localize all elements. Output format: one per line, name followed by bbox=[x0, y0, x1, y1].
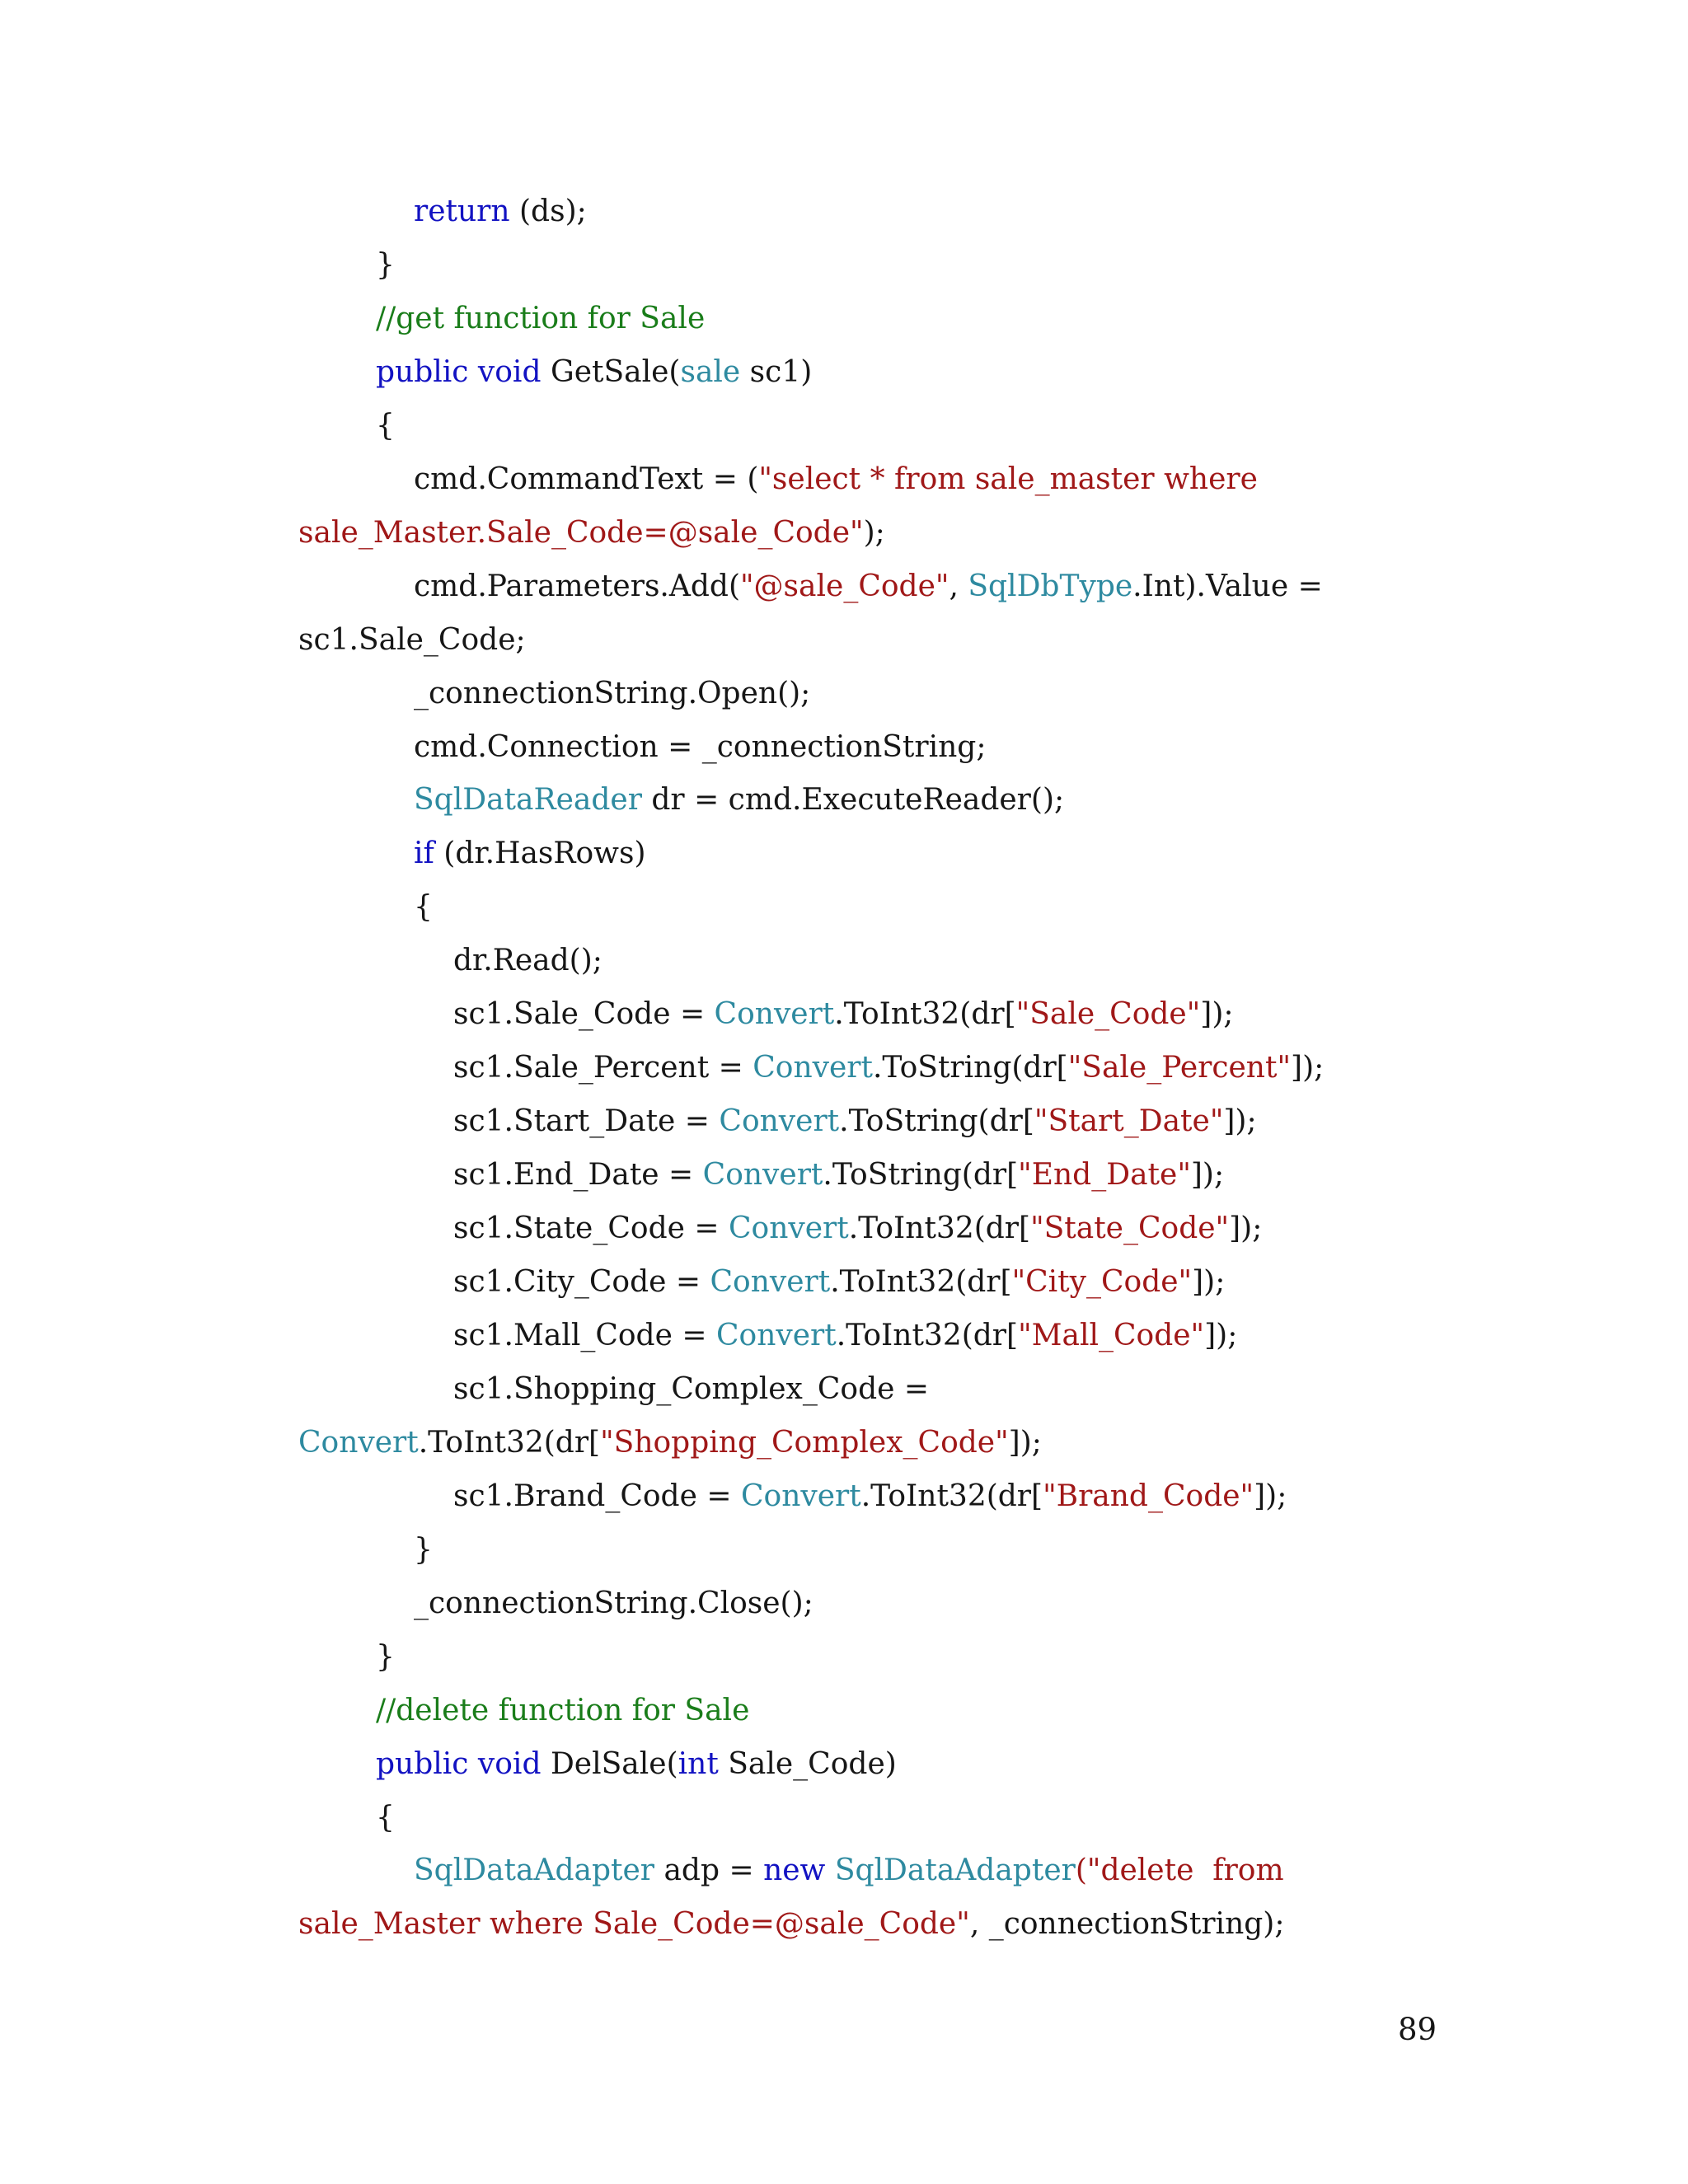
code-token: ]); bbox=[1291, 1051, 1325, 1085]
code-token: sc1.Brand_Code = bbox=[453, 1479, 741, 1513]
code-token: Convert bbox=[710, 1265, 831, 1299]
code-line bbox=[453, 1262, 1225, 1303]
code-token: .ToInt32(dr[ bbox=[860, 1479, 1043, 1513]
code-token: sale_Master where Sale_Code=@sale_Code" bbox=[298, 1907, 970, 1941]
code-line bbox=[298, 620, 526, 661]
code-line bbox=[376, 298, 705, 340]
code-token: Convert bbox=[298, 1426, 419, 1460]
code-line bbox=[376, 352, 812, 393]
code-line bbox=[414, 780, 1064, 821]
code-token bbox=[468, 355, 477, 389]
code-token: Convert bbox=[753, 1051, 873, 1085]
code-token: "Mall_Code" bbox=[1018, 1319, 1205, 1352]
code-token: } bbox=[376, 1640, 395, 1674]
code-token: Convert bbox=[702, 1158, 823, 1192]
code-token: DelSale( bbox=[541, 1747, 678, 1781]
code-line bbox=[414, 1530, 433, 1571]
code-line bbox=[453, 1208, 1262, 1249]
code-token: "Brand_Code" bbox=[1043, 1479, 1254, 1513]
code-token: int bbox=[678, 1747, 719, 1781]
code-token: sc1.City_Code = bbox=[453, 1265, 710, 1299]
code-token: return bbox=[414, 194, 510, 228]
code-token: if bbox=[414, 837, 434, 870]
code-token: "@sale_Code" bbox=[740, 569, 950, 603]
code-token: "Sale_Percent" bbox=[1067, 1051, 1292, 1085]
code-token: "Start_Date" bbox=[1034, 1104, 1224, 1138]
code-token: "Sale_Code" bbox=[1015, 997, 1201, 1031]
code-token: Sale_Code) bbox=[718, 1747, 897, 1781]
code-token: sc1.End_Date = bbox=[453, 1158, 703, 1192]
code-line bbox=[414, 566, 1323, 607]
code-token: SqlDataAdapter bbox=[834, 1854, 1076, 1887]
code-line bbox=[298, 1422, 1042, 1464]
code-line bbox=[376, 405, 395, 447]
code-token: //delete function for Sale bbox=[376, 1694, 750, 1727]
code-token: SqlDataAdapter bbox=[414, 1854, 655, 1887]
code-token: { bbox=[414, 890, 433, 924]
code-line bbox=[414, 1583, 814, 1624]
code-token: ]); bbox=[1204, 1319, 1238, 1352]
code-token: SqlDbType bbox=[968, 569, 1133, 603]
code-token: .ToInt32(dr[ bbox=[848, 1212, 1031, 1245]
code-token: .ToInt32(dr[ bbox=[830, 1265, 1012, 1299]
code-line bbox=[376, 1637, 395, 1678]
code-token: } bbox=[414, 1533, 433, 1567]
code-token: ]); bbox=[1190, 1158, 1225, 1192]
code-token: void bbox=[477, 1747, 542, 1781]
code-line bbox=[376, 1744, 897, 1785]
code-token: cmd.CommandText = ( bbox=[414, 462, 759, 496]
code-token: ]); bbox=[1229, 1212, 1263, 1245]
code-token: } bbox=[376, 248, 395, 282]
code-token: sc1) bbox=[740, 355, 813, 389]
code-line bbox=[298, 513, 885, 554]
code-token: dr = cmd.ExecuteReader(); bbox=[641, 783, 1065, 817]
code-line bbox=[453, 940, 603, 982]
code-token: _connectionString.Close(); bbox=[414, 1586, 814, 1620]
code-token: sc1.Start_Date = bbox=[453, 1104, 720, 1138]
code-token: sc1.Sale_Code = bbox=[453, 997, 715, 1031]
code-line bbox=[453, 1369, 929, 1410]
code-line bbox=[414, 887, 433, 928]
code-token: public bbox=[376, 355, 469, 389]
code-token: ("delete from bbox=[1075, 1854, 1284, 1887]
code-token: "City_Code" bbox=[1011, 1265, 1193, 1299]
code-line bbox=[453, 1476, 1287, 1517]
code-token: cmd.Connection = _connectionString; bbox=[414, 730, 987, 764]
code-token: dr.Read(); bbox=[453, 944, 603, 977]
code-line bbox=[414, 191, 587, 232]
code-token: sc1.State_Code = bbox=[453, 1212, 729, 1245]
code-token: ); bbox=[863, 516, 885, 550]
code-token: Convert bbox=[740, 1479, 861, 1513]
code-token: .ToString(dr[ bbox=[872, 1051, 1068, 1085]
code-token: Convert bbox=[719, 1104, 840, 1138]
code-token: "select * from sale_master where bbox=[758, 462, 1258, 496]
code-line bbox=[453, 994, 1234, 1035]
code-token: , _connectionString); bbox=[969, 1907, 1285, 1941]
code-token: Convert bbox=[715, 1319, 837, 1352]
code-token: (dr.HasRows) bbox=[434, 837, 646, 870]
page-number: 89 bbox=[1398, 2012, 1437, 2047]
code-token: Convert bbox=[714, 997, 835, 1031]
code-token: sale_Master.Sale_Code=@sale_Code" bbox=[298, 516, 864, 550]
code-line bbox=[414, 833, 646, 874]
code-token: "End_Date" bbox=[1018, 1158, 1191, 1192]
code-line bbox=[376, 1690, 749, 1732]
code-line bbox=[453, 1155, 1224, 1196]
code-token: sc1.Mall_Code = bbox=[453, 1319, 716, 1352]
code-token: .ToInt32(dr[ bbox=[418, 1426, 601, 1460]
code-token: void bbox=[477, 355, 542, 389]
code-token: { bbox=[376, 409, 395, 443]
code-token bbox=[468, 1747, 477, 1781]
code-token: new bbox=[763, 1854, 826, 1887]
code-token: , bbox=[949, 569, 968, 603]
code-token: sc1.Sale_Code; bbox=[298, 623, 526, 657]
code-line bbox=[376, 1797, 395, 1839]
code-token: ]); bbox=[1223, 1104, 1257, 1138]
code-token: //get function for Sale bbox=[376, 302, 706, 335]
code-token: ]); bbox=[1254, 1479, 1287, 1513]
code-token: ]); bbox=[1192, 1265, 1226, 1299]
code-token: .ToString(dr[ bbox=[839, 1104, 1034, 1138]
code-token: "Shopping_Complex_Code" bbox=[600, 1426, 1009, 1460]
code-token: cmd.Parameters.Add( bbox=[414, 569, 740, 603]
code-line bbox=[414, 1850, 1284, 1891]
code-token: _connectionString.Open(); bbox=[414, 677, 811, 710]
code-token: Convert bbox=[728, 1212, 849, 1245]
code-token: ]); bbox=[1200, 997, 1234, 1031]
code-token: .ToInt32(dr[ bbox=[834, 997, 1016, 1031]
code-token bbox=[825, 1854, 834, 1887]
code-token: SqlDataReader bbox=[414, 783, 642, 817]
code-token: .ToInt32(dr[ bbox=[836, 1319, 1019, 1352]
code-line bbox=[453, 1101, 1257, 1142]
code-token: ]); bbox=[1008, 1426, 1042, 1460]
code-token: .ToString(dr[ bbox=[823, 1158, 1019, 1192]
code-line bbox=[453, 1047, 1324, 1089]
code-token: "State_Code" bbox=[1030, 1212, 1230, 1245]
code-line bbox=[453, 1315, 1237, 1357]
code-line bbox=[376, 245, 395, 286]
code-token: sc1.Sale_Percent = bbox=[453, 1051, 753, 1085]
code-token: (ds); bbox=[509, 194, 587, 228]
code-token: .Int).Value = bbox=[1132, 569, 1323, 603]
code-token: { bbox=[376, 1801, 395, 1835]
code-line bbox=[298, 1904, 1284, 1945]
code-line bbox=[414, 727, 986, 768]
code-line bbox=[414, 673, 810, 715]
code-token: sale bbox=[680, 355, 741, 389]
code-token: public bbox=[376, 1747, 469, 1781]
code-token: sc1.Shopping_Complex_Code = bbox=[453, 1372, 930, 1406]
code-line bbox=[414, 459, 1258, 500]
code-token: GetSale( bbox=[541, 355, 681, 389]
code-token: adp = bbox=[654, 1854, 764, 1887]
